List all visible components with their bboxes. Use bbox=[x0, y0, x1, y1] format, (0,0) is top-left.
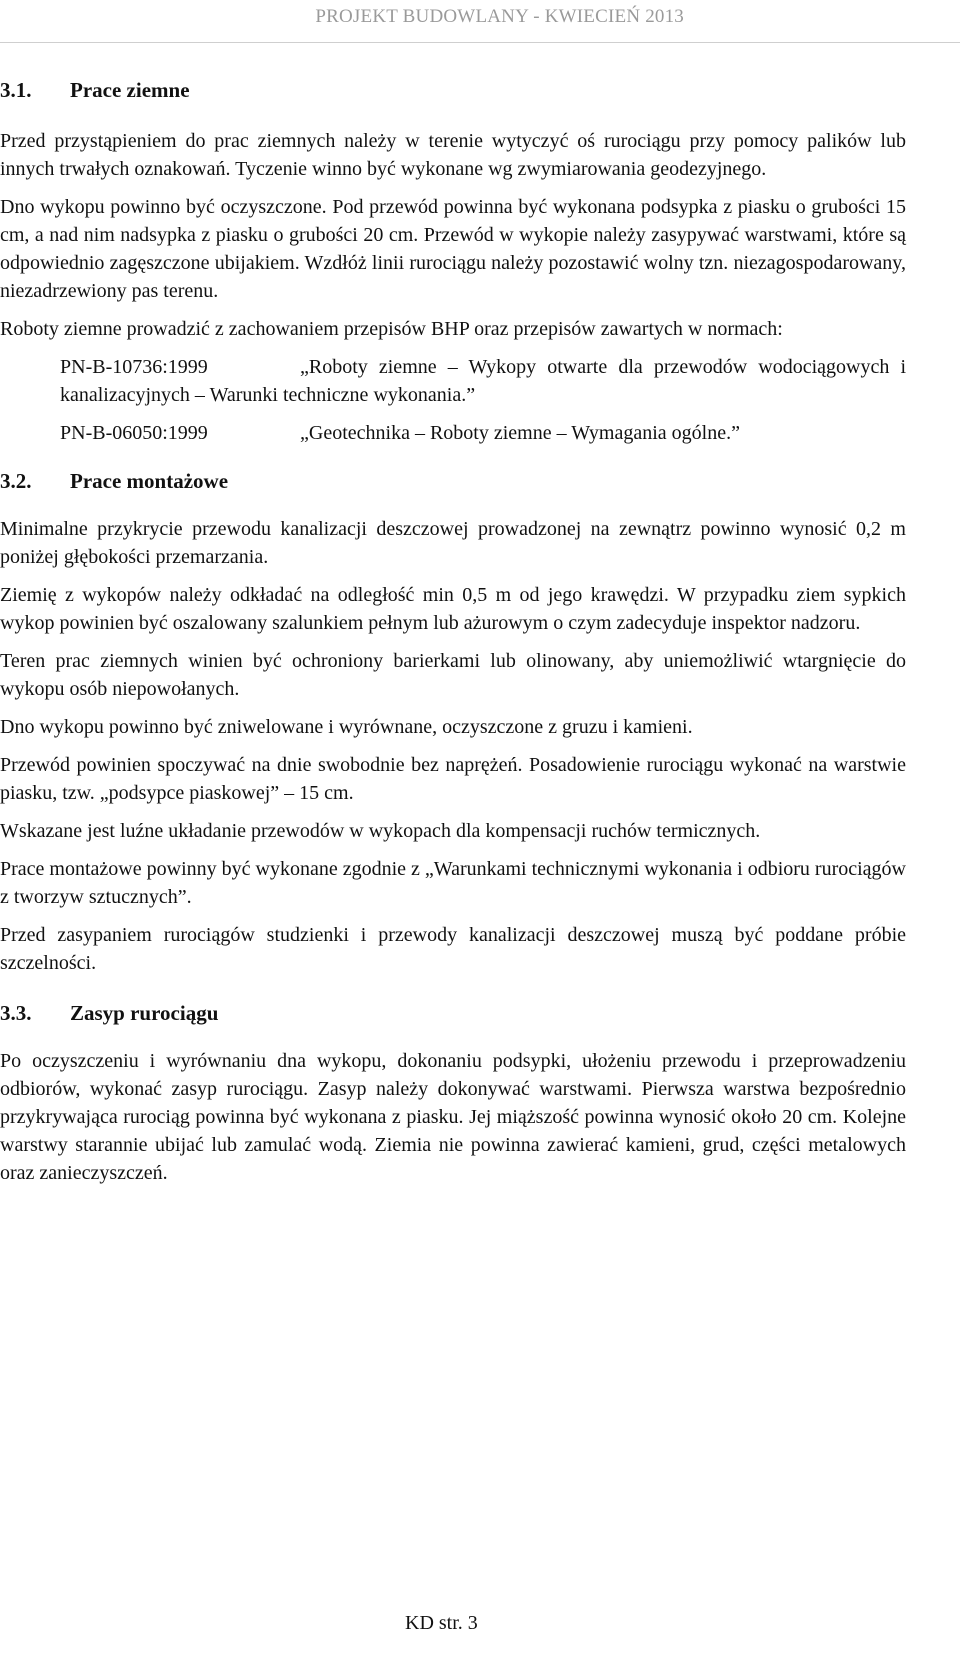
norm-description: „Roboty ziemne – Wykopy otwarte dla przewodów wodociągowych i kanalizacyjnych – Warunki techniczne wykonania.” bbox=[60, 356, 906, 406]
paragraph: Dno wykopu powinno być oczyszczone. Pod przewód powinna być wykonana podsypka z piasku o grubości 15 cm, a nad nim nadsypka z piasku o grubości 20 cm. Przewód w wykopie należy zasypywać warstwami, które są odpowiednio zagęszczone ubijakiem. Wzdłóż linii rurociągu należy pozostawić wolny tzn. niezagospodarowany, niezadrzewiony pas terenu. bbox=[0, 196, 906, 302]
norm-reference bbox=[0, 353, 906, 409]
paragraph: Roboty ziemne prowadzić z zachowaniem przepisów BHP oraz przepisów zawartych w normach: bbox=[0, 318, 783, 340]
section-heading-3-3 bbox=[0, 999, 906, 1027]
paragraph: Ziemię z wykopów należy odkładać na odległość min 0,5 m od jego krawędzi. W przypadku ziem sypkich wykop powinien być oszalowany szalunkiem pełnym lub ażurowym o czym zadecyduje inspektor nadzoru. bbox=[0, 584, 906, 634]
section-title: Prace ziemne bbox=[70, 78, 190, 102]
norm-code: PN-B-10736:1999 bbox=[60, 356, 208, 378]
paragraph: Minimalne przykrycie przewodu kanalizacji deszczowej prowadzonej na zewnątrz powinno wynosić 0,2 m poniżej głębokości przemarzania. bbox=[0, 518, 906, 568]
header-divider bbox=[0, 42, 960, 43]
paragraph: Wskazane jest luźne układanie przewodów w wykopach dla kompensacji ruchów termicznych. bbox=[0, 820, 761, 842]
page-number: KD str. 3 bbox=[405, 1612, 478, 1634]
paragraph: Dno wykopu powinno być zniwelowane i wyrównane, oczyszczone z gruzu i kamieni. bbox=[0, 716, 693, 738]
paragraph: Po oczyszczeniu i wyrównaniu dna wykopu, dokonaniu podsypki, ułożeniu przewodu i przeprowadzeniu odbiorów, wykonać zasyp rurociągu. Zasyp należy dokonywać warstwami. Pierwsza warstwa bezpośrednio przykrywająca rurociąg powinna być wykonana z piasku. Jej miąższość powinna wynosić około 20 cm. Kolejne warstwy starannie ubijać lub zamulać wodą. Ziemia nie powinna zawierać kamieni, grud, części metalowych oraz zanieczyszczeń. bbox=[0, 1050, 906, 1184]
paragraph: Teren prac ziemnych winien być ochroniony barierkami lub olinowany, aby uniemożliwić wtargnięcie do wykopu osób niepowołanych. bbox=[0, 650, 906, 700]
document-body bbox=[0, 68, 906, 1187]
section-title: Zasyp rurociągu bbox=[70, 1001, 219, 1025]
section-number: 3.3. bbox=[0, 1001, 32, 1025]
page-header: PROJEKT BUDOWLANY - KWIECIEŃ 2013 bbox=[315, 6, 684, 27]
section-heading-3-1 bbox=[0, 76, 906, 104]
section-number: 3.2. bbox=[0, 469, 32, 493]
paragraph: Przed zasypaniem rurociągów studzienki i przewody kanalizacji deszczowej muszą być poddane próbie szczelności. bbox=[0, 924, 906, 974]
norm-description: „Geotechnika – Roboty ziemne – Wymagania ogólne.” bbox=[300, 422, 740, 444]
section-title: Prace montażowe bbox=[70, 469, 229, 493]
paragraph: Przewód powinien spoczywać na dnie swobodnie bez naprężeń. Posadowienie rurociągu wykonać na warstwie piasku, tzw. „podsypce piaskowej” – 15 cm. bbox=[0, 754, 906, 804]
section-heading-3-2 bbox=[0, 467, 906, 495]
paragraph: Przed przystąpieniem do prac ziemnych należy w terenie wytyczyć oś rurociągu przy pomocy palików lub innych trwałych oznakowań. Tyczenie winno być wykonane wg zwymiarowania geodezyjnego. bbox=[0, 130, 906, 180]
norm-reference bbox=[0, 419, 906, 447]
section-number: 3.1. bbox=[0, 78, 32, 102]
paragraph: Prace montażowe powinny być wykonane zgodnie z „Warunkami technicznymi wykonania i odbioru rurociągów z tworzyw sztucznych”. bbox=[0, 858, 906, 908]
norm-code: PN-B-06050:1999 bbox=[60, 422, 208, 444]
